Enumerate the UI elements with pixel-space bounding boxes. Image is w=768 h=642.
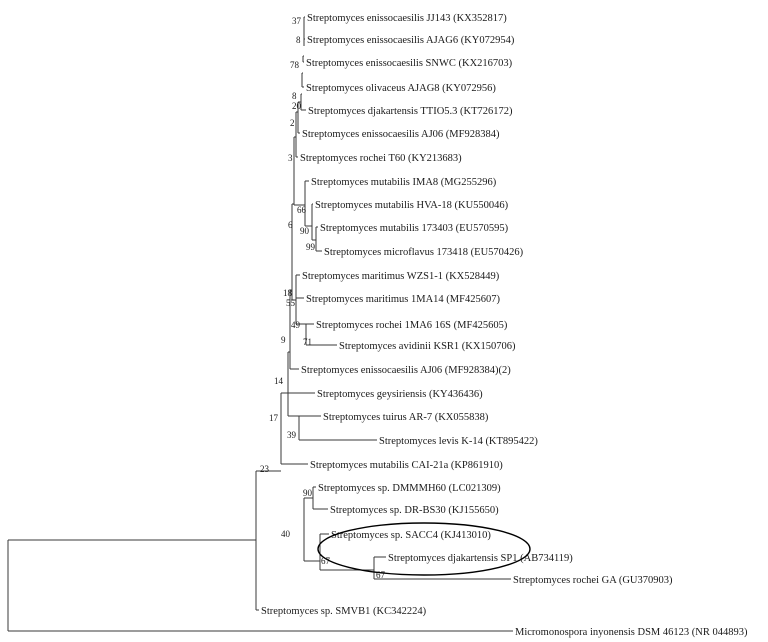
taxon-label: Streptomyces rochei GA (GU370903) — [513, 575, 673, 586]
taxon-label: Streptomyces sp. DMMMH60 (LC021309) — [318, 483, 501, 494]
taxon-label: Streptomyces mutabilis HVA-18 (KU550046) — [315, 200, 509, 211]
taxon-labels — [261, 13, 748, 638]
bootstrap-value: 2 — [290, 118, 295, 128]
taxon-label: Streptomyces rochei T60 (KY213683) — [300, 153, 462, 164]
taxon-label: Streptomyces rochei 1MA6 16S (MF425605) — [316, 320, 508, 331]
bootstrap-value: 18 — [283, 288, 292, 298]
taxon-label: Streptomyces tuirus AR-7 (KX055838) — [323, 412, 489, 423]
bootstrap-value: 90 — [300, 226, 309, 236]
taxon-label: Streptomyces maritimus 1MA14 (MF425607) — [306, 294, 500, 305]
bootstrap-value: 8 — [292, 91, 297, 101]
bootstrap-value: 39 — [287, 430, 296, 440]
bootstrap-value: 14 — [274, 376, 283, 386]
bootstrap-value: 8 — [296, 35, 301, 45]
taxon-label: Streptomyces enissocaesilis SNWC (KX216703) — [306, 58, 513, 69]
bootstrap-value: 6 — [288, 220, 293, 230]
bootstrap-value: 99 — [306, 242, 315, 252]
bootstrap-value: 20 — [292, 101, 301, 111]
taxon-label: Streptomyces djakartensis SP1 (AB734119) — [388, 553, 573, 564]
taxon-label: Streptomyces levis K-14 (KT895422) — [379, 436, 538, 447]
taxon-label: Streptomyces mutabilis CAI-21a (KP861910) — [310, 460, 503, 471]
bootstrap-value: 9 — [281, 335, 286, 345]
bootstrap-value: 67 — [321, 556, 330, 566]
taxon-label: Streptomyces maritimus WZS1-1 (KX528449) — [302, 271, 500, 282]
taxon-label: Streptomyces geysiriensis (KY436436) — [317, 389, 483, 400]
taxon-label: Streptomyces sp. SACC4 (KJ413010) — [331, 530, 491, 541]
taxon-label: Streptomyces mutabilis 173403 (EU570595) — [320, 223, 509, 234]
taxon-label: Streptomyces djakartensis TTIO5.3 (KT726172) — [308, 106, 513, 117]
taxon-label: Streptomyces avidinii KSR1 (KX150706) — [339, 341, 516, 352]
taxon-label: Streptomyces mutabilis IMA8 (MG255296) — [311, 177, 497, 188]
bootstrap-value: 37 — [292, 16, 301, 26]
taxon-label: Streptomyces sp. DR-BS30 (KJ155650) — [330, 505, 499, 516]
taxon-label: Streptomyces enissocaesilis AJ06 (MF928384) — [302, 129, 500, 140]
bootstrap-value: 78 — [290, 60, 299, 70]
bootstrap-value: 23 — [260, 464, 269, 474]
taxon-label: Streptomyces enissocaesilis AJ06 (MF928384)(2) — [301, 365, 511, 376]
bootstrap-value: 49 — [291, 320, 300, 330]
taxon-label: Micromonospora inyonensis DSM 46123 (NR 044893) — [515, 627, 748, 638]
taxon-label: Streptomyces olivaceus AJAG8 (KY072956) — [306, 83, 496, 94]
bootstrap-value: 3 — [288, 153, 293, 163]
bootstrap-value: 17 — [269, 413, 278, 423]
bootstrap-value: 66 — [297, 205, 306, 215]
bootstrap-value: 67 — [376, 570, 385, 580]
taxon-label: Streptomyces microflavus 173418 (EU570426) — [324, 247, 524, 258]
bootstrap-value: 71 — [303, 337, 312, 347]
bootstrap-value: 55 — [286, 298, 295, 308]
taxon-label: Streptomyces enissocaesilis JJ143 (KX352817) — [307, 13, 507, 24]
taxon-label: Streptomyces enissocaesilis AJAG6 (KY072954) — [307, 35, 515, 46]
bootstrap-value: 40 — [281, 529, 290, 539]
bootstrap-value: 90 — [303, 488, 312, 498]
taxon-label: Streptomyces sp. SMVB1 (KC342224) — [261, 606, 427, 617]
